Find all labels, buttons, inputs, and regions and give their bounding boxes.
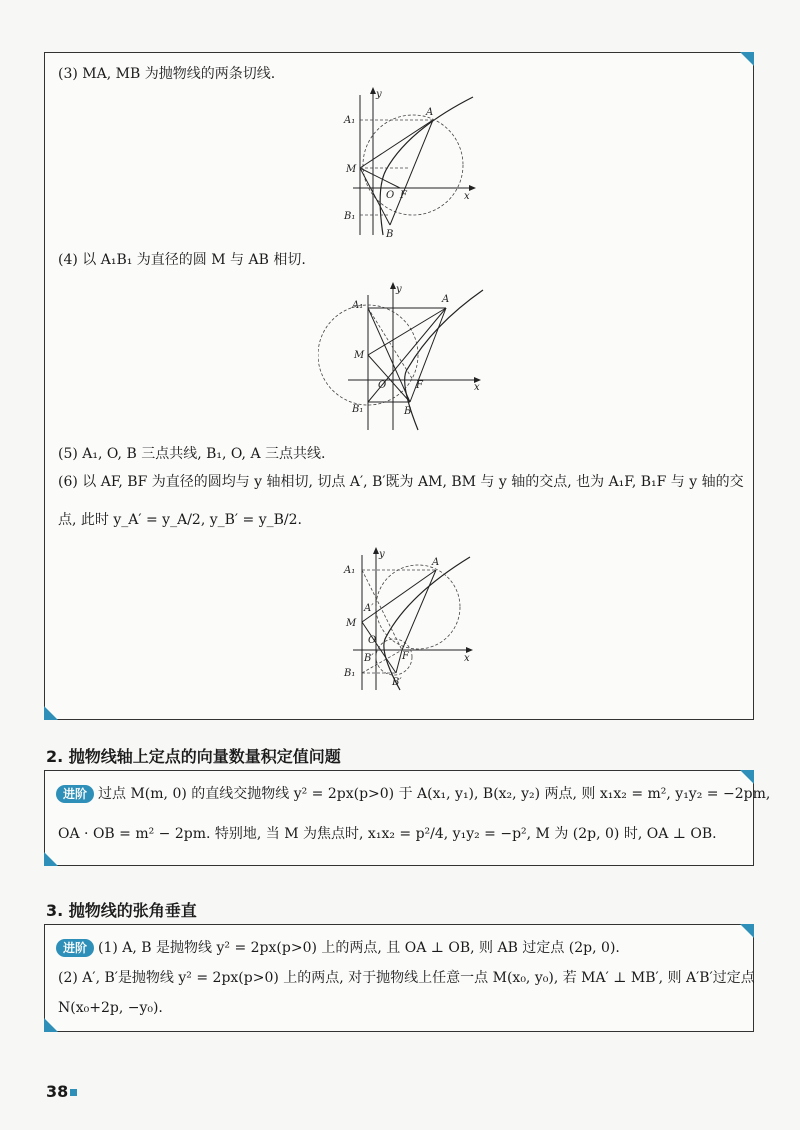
label-Bp2: B′: [392, 677, 402, 688]
corner-decoration: [44, 1018, 58, 1032]
corner-decoration: [740, 52, 754, 66]
label-A: A: [432, 557, 440, 568]
label-B: B: [386, 229, 394, 240]
corner-decoration: [740, 770, 754, 784]
section-2-line2: OA · OB = m² − 2pm. 特别地, 当 M 为焦点时, x₁x₂ = p²/4, y₁y₂ = −p², M 为 (2p, 0) 时, OA ⊥ OB.: [58, 826, 717, 842]
label-A1: A₁: [344, 565, 356, 576]
label-O: O: [386, 190, 395, 201]
label-B: B: [404, 406, 412, 417]
label-F: F: [400, 190, 407, 201]
page-number-marker: [70, 1089, 77, 1096]
corner-decoration: [740, 924, 754, 938]
label-x: x: [464, 191, 470, 202]
label-M: M: [354, 350, 365, 361]
item-5-text: (5) A₁, O, B 三点共线, B₁, O, A 三点共线.: [58, 446, 326, 462]
corner-decoration: [44, 706, 58, 720]
label-A1: A₁: [344, 115, 356, 126]
item-3-text: (3) MA, MB 为抛物线的两条切线.: [58, 66, 276, 82]
section-3-line1: [56, 938, 620, 958]
page-number-text: 38: [46, 1082, 69, 1101]
section-2-line1: [56, 784, 770, 804]
section-2-title: 2. 抛物线轴上定点的向量数量积定值问题: [46, 747, 341, 766]
label-Bp: B′: [364, 653, 374, 664]
section-3-line1-text: (1) A, B 是抛物线 y² = 2px(p>0) 上的两点, 且 OA ⊥ OB, 则 AB 过定点 (2p, 0).: [98, 940, 620, 956]
section-3-line3: N(x₀+2p, −y₀).: [58, 1000, 163, 1016]
page-number: [46, 1082, 77, 1101]
label-F: F: [416, 380, 423, 391]
section-3-title: 3. 抛物线的张角垂直: [46, 901, 197, 920]
label-O: O: [378, 380, 387, 391]
label-A: A: [426, 107, 434, 118]
corner-decoration: [44, 852, 58, 866]
label-x: x: [464, 653, 470, 664]
label-A1: A₁: [352, 300, 364, 311]
label-y: y: [396, 284, 402, 295]
diagram-circles-tangent-yaxis: [338, 545, 478, 695]
diagram-tangent-lines: [338, 85, 478, 240]
label-M: M: [346, 618, 357, 629]
section-3-line2: (2) A′, B′是抛物线 y² = 2px(p>0) 上的两点, 对于抛物线上任意一点 M(x₀, y₀), 若 MA′ ⊥ MB′, 则 A′B′过定点: [58, 970, 755, 986]
diagram-circle-tangent: [318, 280, 488, 435]
label-x: x: [474, 382, 480, 393]
item-6-text-line1: (6) 以 AF, BF 为直径的圆均与 y 轴相切, 切点 A′, B′既为 AM, BM 与 y 轴的交点, 也为 A₁F, B₁F 与 y 轴的交: [58, 474, 744, 490]
label-M: M: [346, 164, 357, 175]
section-2-line1-text: 过点 M(m, 0) 的直线交抛物线 y² = 2px(p>0) 于 A(x₁, y₁), B(x₂, y₂) 两点, 则 x₁x₂ = m², y₁y₂ = −2pm,: [98, 786, 771, 802]
advanced-badge: 进阶: [56, 939, 94, 957]
advanced-badge: 进阶: [56, 785, 94, 803]
label-y: y: [376, 89, 382, 100]
label-B1: B₁: [352, 404, 364, 415]
label-Ap: A′: [364, 603, 374, 614]
label-A: A: [442, 294, 450, 305]
label-O: O: [368, 635, 377, 646]
label-B1: B₁: [344, 668, 356, 679]
item-6-text-line2: 点, 此时 y_A′ = y_A/2, y_B′ = y_B/2.: [58, 512, 303, 528]
label-F: F: [402, 651, 409, 662]
item-4-text: (4) 以 A₁B₁ 为直径的圆 M 与 AB 相切.: [58, 252, 306, 268]
label-y: y: [379, 549, 385, 560]
label-B1: B₁: [344, 211, 356, 222]
